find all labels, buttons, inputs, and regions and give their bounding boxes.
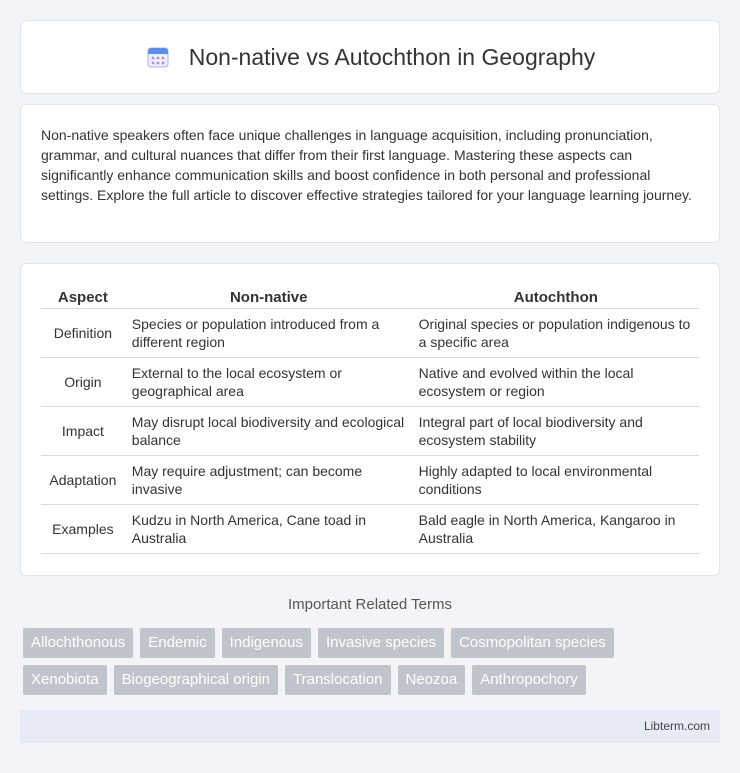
comparison-table-card bbox=[20, 263, 720, 576]
tag-indigenous[interactable]: Indigenous bbox=[222, 628, 311, 658]
tag-row bbox=[23, 628, 723, 658]
row-aspect: Origin bbox=[41, 357, 125, 406]
row-aspect: Impact bbox=[41, 406, 125, 455]
tag-biogeographical-origin[interactable]: Biogeographical origin bbox=[114, 665, 278, 695]
related-terms-title: Important Related Terms bbox=[288, 596, 452, 613]
tag-neozoa[interactable]: Neozoa bbox=[398, 665, 466, 695]
tag-invasive-species[interactable]: Invasive species bbox=[318, 628, 444, 658]
header-autochthon: Autochthon bbox=[412, 282, 699, 308]
table-row bbox=[41, 308, 699, 357]
row-autochthon: Highly adapted to local environmental conditions bbox=[412, 455, 699, 504]
row-autochthon: Native and evolved within the local ecosystem or region bbox=[412, 357, 699, 406]
header-non-native: Non-native bbox=[125, 282, 412, 308]
tag-translocation[interactable]: Translocation bbox=[285, 665, 391, 695]
table-row bbox=[41, 455, 699, 504]
row-aspect: Adaptation bbox=[41, 455, 125, 504]
table-header-row bbox=[41, 282, 699, 308]
row-autochthon: Bald eagle in North America, Kangaroo in Australia bbox=[412, 504, 699, 553]
comparison-table bbox=[41, 282, 699, 554]
intro-card bbox=[20, 104, 720, 243]
intro-paragraph: Non-native speakers often face unique challenges in language acquisition, including pronunciation, grammar, and cultural nuances that differ from their first language. Mastering these aspects can significantly enhance communication skills and boost confidence in both personal and professional settings. Explore the full article to discover effective strategies tailored for your language learning journey. bbox=[41, 127, 692, 203]
page-title: Non-native vs Autochthon in Geography bbox=[188, 43, 596, 70]
row-autochthon: Integral part of local biodiversity and ecosystem stability bbox=[412, 406, 699, 455]
row-non-native: External to the local ecosystem or geographical area bbox=[125, 357, 412, 406]
tag-allochthonous[interactable]: Allochthonous bbox=[23, 628, 133, 658]
row-autochthon: Original species or population indigenous to a specific area bbox=[412, 308, 699, 357]
row-aspect: Definition bbox=[41, 308, 125, 357]
related-terms-list bbox=[23, 628, 723, 702]
tag-row bbox=[23, 665, 723, 695]
tag-endemic[interactable]: Endemic bbox=[140, 628, 214, 658]
table-row bbox=[41, 357, 699, 406]
row-non-native: Kudzu in North America, Cane toad in Australia bbox=[125, 504, 412, 553]
tag-cosmopolitan-species[interactable]: Cosmopolitan species bbox=[451, 628, 614, 658]
tag-xenobiota[interactable]: Xenobiota bbox=[23, 665, 107, 695]
tag-anthropochory[interactable]: Anthropochory bbox=[472, 665, 586, 695]
footer-site-link[interactable]: Libterm.com bbox=[643, 719, 710, 733]
table-row bbox=[41, 504, 699, 553]
header-card bbox=[20, 20, 720, 94]
table-row bbox=[41, 406, 699, 455]
row-non-native: Species or population introduced from a different region bbox=[125, 308, 412, 357]
header-aspect: Aspect bbox=[41, 282, 125, 308]
footer bbox=[20, 710, 720, 743]
calendar-icon bbox=[145, 44, 171, 70]
row-aspect: Examples bbox=[41, 504, 125, 553]
row-non-native: May disrupt local biodiversity and ecological balance bbox=[125, 406, 412, 455]
row-non-native: May require adjustment; can become invasive bbox=[125, 455, 412, 504]
